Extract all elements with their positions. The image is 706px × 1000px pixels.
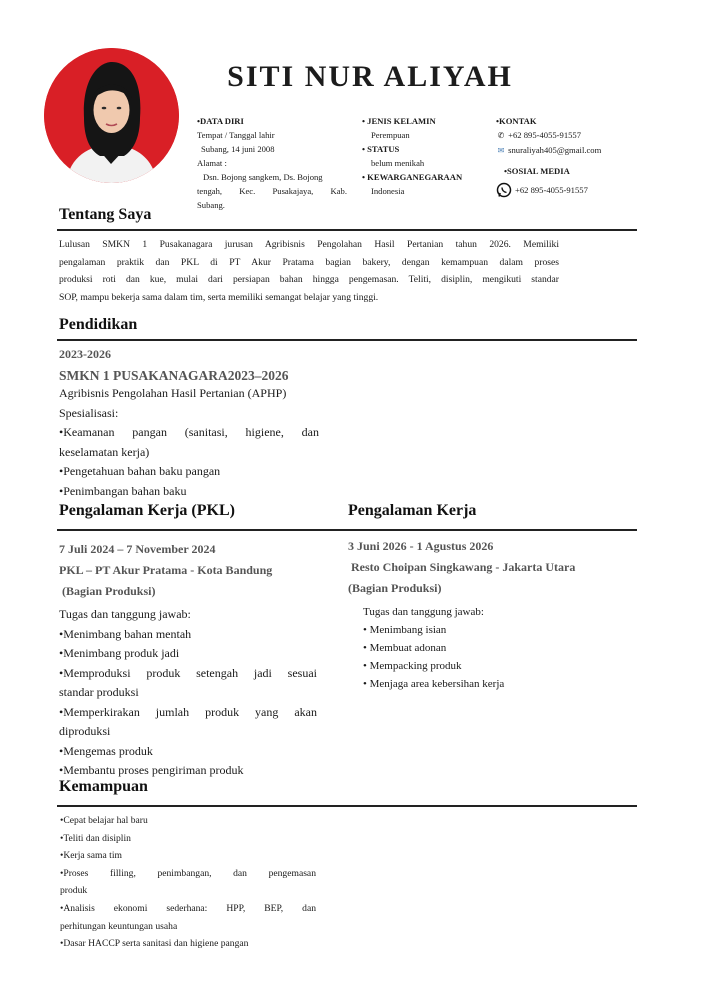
skill-item: •Teliti dan disiplin xyxy=(60,832,131,844)
about-line: produksi roti dan kue, mulai dari persiapan bahan hingga pengemasan. Teliti, disiplin, mengikuti standar xyxy=(59,274,559,285)
work-date: 3 Juni 2026 - 1 Agustus 2026 xyxy=(348,539,494,553)
skill-item: •Kerja sama tim xyxy=(60,850,122,862)
work-duty: • Mempacking produk xyxy=(363,660,462,672)
address-line-2: tengah, Kec. Pusakajaya, Kab. xyxy=(197,186,347,196)
about-line: Lulusan SMKN 1 Pusakanagara jurusan Agribisnis Pengolahan Hasil Pertanian tahun 2026. Memiliki xyxy=(59,239,559,250)
internship-block xyxy=(59,539,317,781)
internship-duty: •Memproduksi produk setengah jadi sesuai xyxy=(59,665,317,680)
work-experience-title: Pengalaman Kerja xyxy=(348,502,477,519)
internship-role: (Bagian Produksi) xyxy=(59,584,156,598)
internship-duty: •Menimbang bahan mentah xyxy=(59,626,192,641)
contact-heading: •KONTAK xyxy=(496,116,537,126)
work-duty: • Membuat adonan xyxy=(363,642,447,654)
whatsapp-icon xyxy=(496,182,512,198)
skills-title: Kemampuan xyxy=(59,778,148,795)
specialization-item: •Penimbangan bahan baku xyxy=(59,483,187,498)
internship-duty: •Mengemas produk xyxy=(59,743,153,758)
portrait-illustration xyxy=(44,48,179,183)
education-title: Pendidikan xyxy=(59,316,138,333)
specialization-item: •Pengetahuan bahan baku pangan xyxy=(59,464,221,478)
skill-item: produk xyxy=(60,885,88,897)
skill-item: perhitungan keuntungan usaha xyxy=(60,920,178,932)
whatsapp-number: +62 895-4055-91557 xyxy=(515,185,588,195)
personal-data-heading: •DATA DIRI xyxy=(197,116,244,126)
about-paragraph xyxy=(59,236,559,306)
phone-icon: ✆ xyxy=(497,131,505,140)
status-heading: • STATUS xyxy=(362,144,400,154)
specialization-item: •Keamanan pangan (sanitasi, higiene, dan xyxy=(59,425,319,439)
profile-photo xyxy=(44,48,179,183)
internship-date: 7 Juli 2024 – 7 November 2024 xyxy=(59,542,216,556)
education-years: 2023-2026 xyxy=(59,347,111,361)
experience-divider xyxy=(57,529,637,531)
major-name: Agribisnis Pengolahan Hasil Pertanian (APHP) xyxy=(59,386,287,400)
skills-divider xyxy=(57,805,637,807)
address-label: Alamat : xyxy=(197,158,227,168)
work-role: (Bagian Produksi) xyxy=(348,581,442,595)
contact-phone: +62 895-4055-91557 xyxy=(508,130,582,140)
social-media-heading: •SOSIAL MEDIA xyxy=(504,166,570,176)
skill-item: •Proses filling, penimbangan, dan pengemasan xyxy=(60,867,316,879)
contact-block xyxy=(496,114,646,198)
work-block xyxy=(348,536,638,693)
work-duty: • Menjaga area kebersihan kerja xyxy=(363,678,505,690)
candidate-name: SITI NUR ALIYAH xyxy=(227,60,513,93)
education-details xyxy=(59,384,319,501)
internship-duty: standar produksi xyxy=(59,685,139,699)
internship-duty: •Membantu proses pengiriman produk xyxy=(59,763,244,777)
skill-item: •Dasar HACCP serta sanitasi dan higiene pangan xyxy=(60,938,249,950)
identity-block xyxy=(362,114,492,198)
gender-value: Perempuan xyxy=(371,130,410,140)
about-divider xyxy=(57,229,637,231)
work-duties xyxy=(348,603,638,693)
birth-value: Subang, 14 juni 2008 xyxy=(201,144,275,154)
skill-item: •Analisis ekonomi sederhana: HPP, BEP, dan xyxy=(60,902,316,914)
education-divider xyxy=(57,339,637,341)
address-line-3: Subang. xyxy=(197,200,225,210)
about-title: Tentang Saya xyxy=(59,206,152,223)
work-duty: • Menimbang isian xyxy=(363,624,447,636)
address-line-1: Dsn. Bojong sangkem, Ds. Bojong xyxy=(203,172,323,182)
skills-list xyxy=(60,812,316,953)
about-line: pengalaman praktik dan PKL di PT Akur Pratama bagian bakery, dengan kemampuan dalam proses xyxy=(59,256,559,268)
status-value: belum menikah xyxy=(371,158,425,168)
internship-duty: •Memperkirakan jumlah produk yang akan xyxy=(59,704,317,719)
email-icon: ✉ xyxy=(497,146,505,155)
internship-place: PKL – PT Akur Pratama - Kota Bandung xyxy=(59,563,273,577)
contact-email: snuraliyah405@gmail.com xyxy=(508,145,602,155)
specialization-item: keselamatan kerja) xyxy=(59,444,150,459)
internship-title: Pengalaman Kerja (PKL) xyxy=(59,502,235,519)
internship-duties-label: Tugas dan tanggung jawab: xyxy=(59,607,191,621)
about-line: SOP, mampu bekerja sama dalam tim, serta memiliki semangat belajar yang tinggi. xyxy=(59,291,379,303)
internship-duty: diproduksi xyxy=(59,724,111,738)
work-duties-label: Tugas dan tanggung jawab: xyxy=(363,606,484,618)
personal-data-block xyxy=(197,114,347,212)
specialization-label: Spesialisasi: xyxy=(59,405,119,420)
gender-heading: • JENIS KELAMIN xyxy=(362,116,436,126)
citizenship-value: Indonesia xyxy=(371,186,405,196)
internship-duty: •Menimbang produk jadi xyxy=(59,646,180,660)
work-place: Resto Choipan Singkawang - Jakarta Utara xyxy=(348,560,576,574)
skill-item: •Cepat belajar hal baru xyxy=(60,815,148,826)
citizenship-heading: • KEWARGANEGARAAN xyxy=(362,172,463,182)
school-name: SMKN 1 PUSAKANAGARA2023–2026 xyxy=(59,368,289,383)
birth-label: Tempat / Tanggal lahir xyxy=(197,130,275,140)
